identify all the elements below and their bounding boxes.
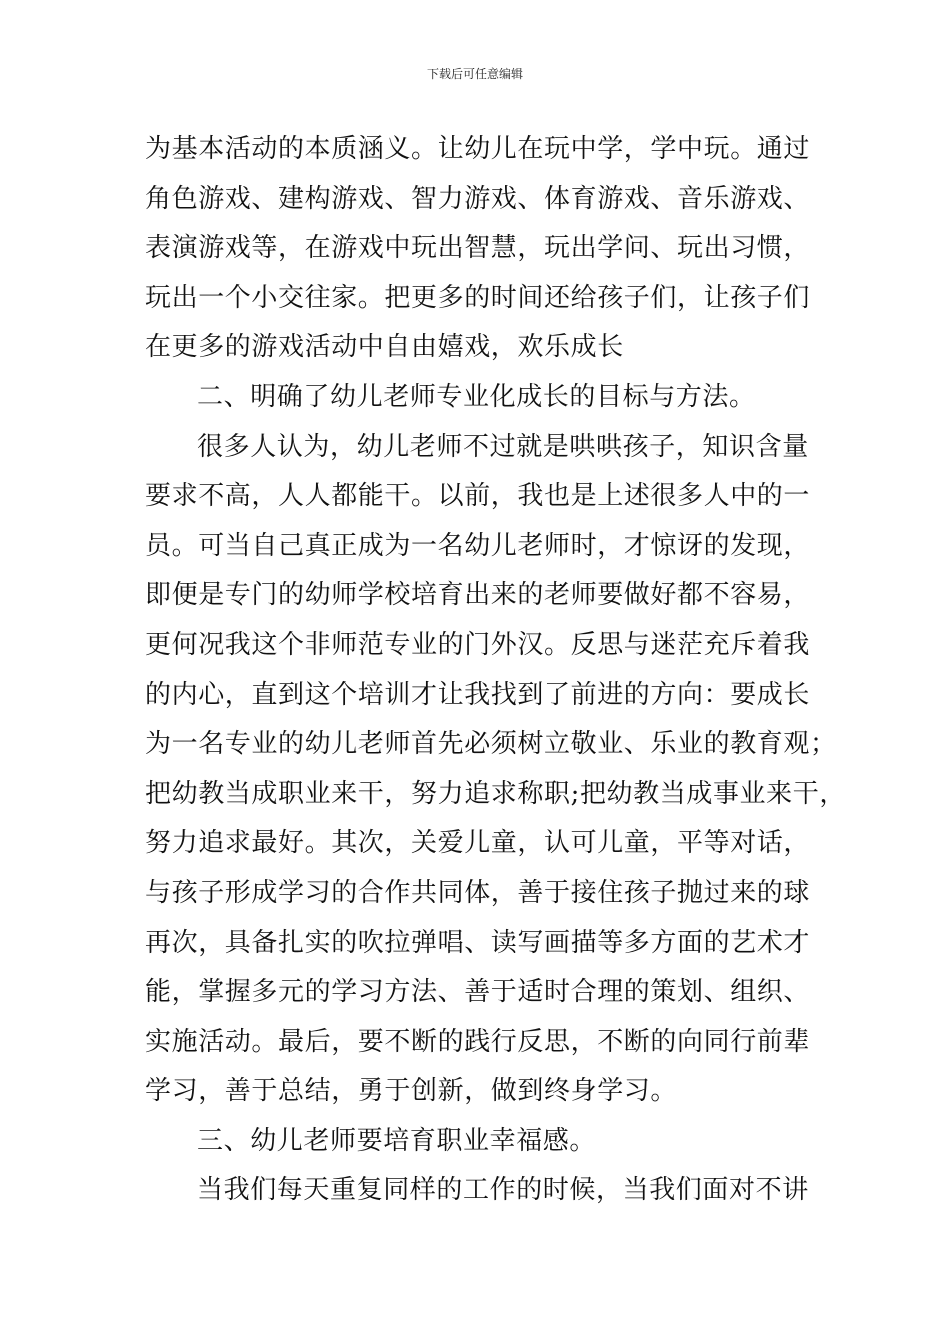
text-line: 即便是专门的幼师学校培育出来的老师要做好都不容易， [145,580,811,611]
page-header: 下载后可任意编辑 [426,67,523,81]
text-line: 把幼教当成职业来干，努力追求称职;把幼教当成事业来干， [145,778,846,809]
text-line: 在更多的游戏活动中自由嬉戏，欢乐成长 [145,332,624,363]
text-line: 实施活动。最后，要不断的践行反思，不断的向同行前辈 [145,1026,811,1057]
text-line: 学习，善于总结，勇于创新，做到终身学习。 [145,1076,678,1107]
text-line: 角色游戏、建构游戏、智力游戏、体育游戏、音乐游戏、 [145,183,811,214]
text-line: 能，掌握多元的学习方法、善于适时合理的策划、组织、 [145,977,811,1008]
text-line: 为一名专业的幼儿老师首先必须树立敬业、乐业的教育观； [145,729,837,760]
section-heading: 二、明确了幼儿老师专业化成长的目标与方法。 [197,381,756,412]
section-heading: 三、幼儿老师要培育职业幸福感。 [197,1125,597,1156]
text-line: 员。可当自己真正成为一名幼儿老师时，才惊讶的发现， [145,530,811,561]
paragraph-first-line: 当我们每天重复同样的工作的时候，当我们面对不讲 [197,1175,809,1206]
text-line: 要求不高，人人都能干。以前，我也是上述很多人中的一 [145,481,811,512]
paragraph-first-line: 很多人认为，幼儿老师不过就是哄哄孩子，知识含量 [197,431,809,462]
text-line: 努力追求最好。其次，关爱儿童，认可儿童，平等对话， [145,828,811,859]
text-line: 表演游戏等，在游戏中玩出智慧，玩出学问、玩出习惯， [145,233,811,264]
text-line: 为基本活动的本质涵义。让幼儿在玩中学，学中玩。通过 [145,134,811,164]
text-line: 再次，具备扎实的吹拉弹唱、读写画描等多方面的艺术才 [145,927,811,958]
text-line: 玩出一个小交往家。把更多的时间还给孩子们，让孩子们 [145,282,811,313]
text-line: 更何况我这个非师范专业的门外汉。反思与迷茫充斥着我 [145,629,811,660]
text-line: 与孩子形成学习的合作共同体，善于接住孩子抛过来的球 [145,877,811,908]
document-body [145,125,846,1216]
text-line: 的内心，直到这个培训才让我找到了前进的方向：要成长 [145,679,811,710]
